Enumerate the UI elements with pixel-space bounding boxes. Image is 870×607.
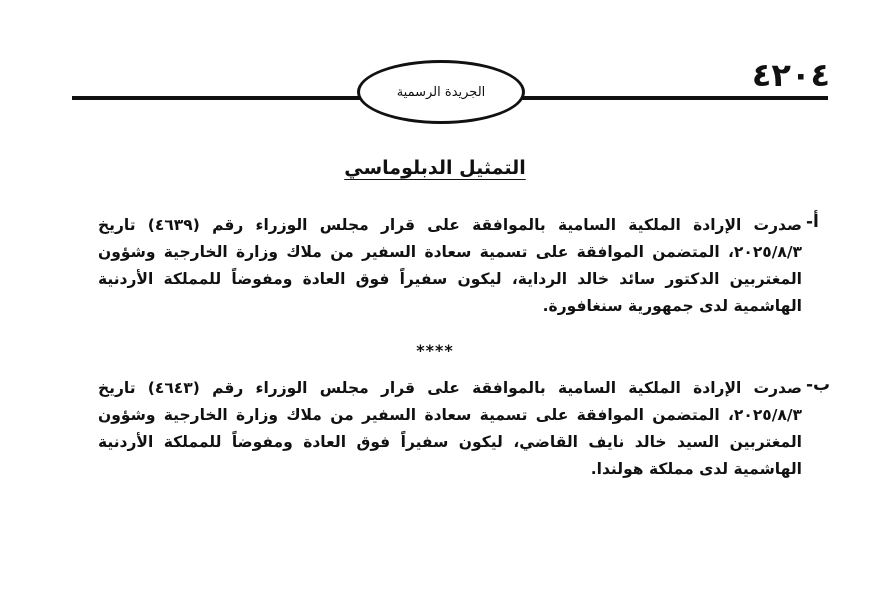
item-text: صدرت الإرادة الملكية السامية بالموافقة على قرار مجلس الوزراء رقم (٤٦٣٩) تاريخ ٢٠٢٥/٨/٣، المتضمن الموافقة على تسمية سعادة السفير من ملاك وزارة الخارجية وشؤون المغتربين الدكتور سائد خالد الرداية، ليكون سفيراً فوق العادة ومفوضاً للمملكة الأردنية الهاشمية لدى جمهورية سنغافورة.	[98, 216, 802, 315]
separator: ****	[416, 341, 454, 360]
section-title: التمثيل الدبلوماسي	[344, 157, 526, 179]
item-marker: ب-	[806, 375, 831, 395]
gazette-oval	[357, 60, 525, 124]
decree-item-a	[98, 212, 819, 320]
page-number: ٤٢٠٤	[751, 56, 830, 94]
decree-item-b	[98, 375, 831, 483]
gazette-name: الجريدة الرسمية	[396, 84, 486, 100]
item-marker: أ-	[806, 212, 819, 232]
item-text: صدرت الإرادة الملكية السامية بالموافقة على قرار مجلس الوزراء رقم (٤٦٤٣) تاريخ ٢٠٢٥/٨/٣، المتضمن الموافقة على تسمية سعادة السفير من ملاك وزارة الخارجية وشؤون المغتربين السيد خالد نايف القاضي، ليكون سفيراً فوق العادة ومفوضاً للمملكة الأردنية الهاشمية لدى مملكة هولندا.	[98, 379, 802, 478]
